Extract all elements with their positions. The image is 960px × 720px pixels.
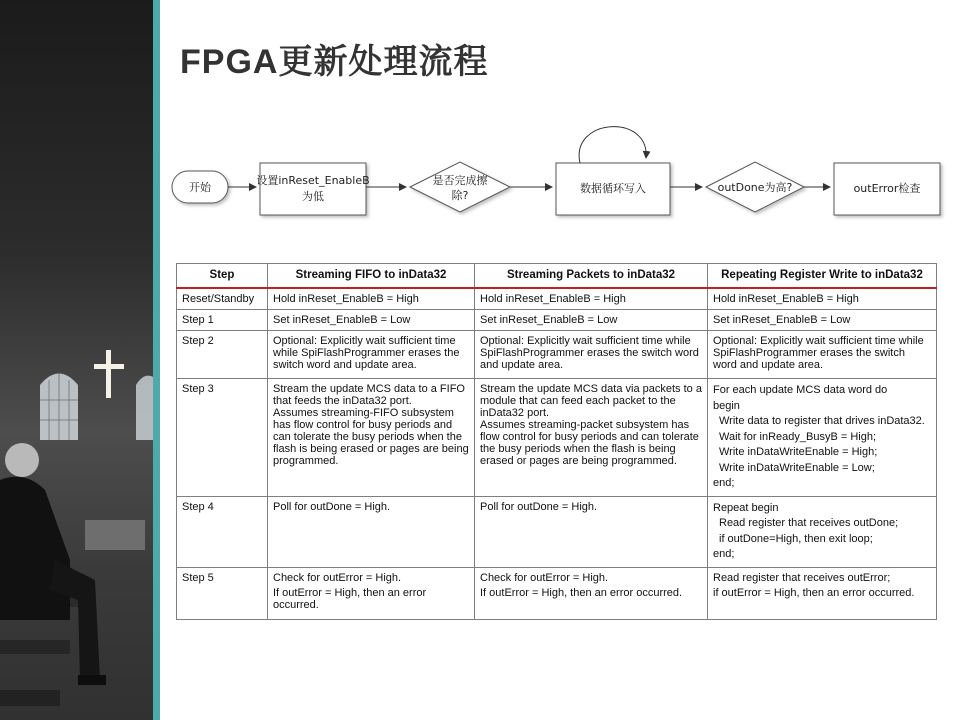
flow-set-label-1: 设置inReset_EnableB [256, 174, 370, 187]
cell-line: Hold inReset_EnableB = High [480, 293, 626, 305]
cell-line: Set inReset_EnableB = Low [713, 314, 851, 326]
table-row [177, 379, 937, 497]
fifo-cell [268, 331, 475, 379]
steps-table [176, 263, 937, 620]
cell-line: Assumes streaming-FIFO subsystem has flow control for busy periods and can tolerate the busy periods when the flash is being erased or pages are being programmed. [273, 407, 469, 467]
flow-erase-label-1: 是否完成擦 [432, 174, 488, 187]
register-cell [708, 379, 937, 497]
fifo-cell [268, 379, 475, 497]
cell-line: Poll for outDone = High. [273, 500, 391, 513]
cell-line: Read register that receives outDone; [719, 517, 899, 529]
side-photo [0, 0, 160, 720]
table-header-row [177, 264, 937, 289]
flow-write-label: 数据循环写入 [580, 182, 646, 195]
register-cell [708, 496, 937, 567]
fifo-cell [268, 567, 475, 619]
table-row [177, 496, 937, 567]
cell-line: if outError = High, then an error occurred. [713, 586, 915, 599]
flow-start-node [172, 171, 228, 203]
cell-line: Stream the update MCS data to a FIFO that feeds the inData32 port. [273, 383, 465, 407]
register-cell [708, 310, 937, 331]
register-cell [708, 288, 937, 310]
cell-line: For each update MCS data word do [713, 384, 888, 396]
header-fifo: Streaming FIFO to inData32 [268, 264, 475, 289]
step-cell: Step 1 [177, 310, 268, 331]
cell-line: Write data to register that drives inData32. [719, 415, 925, 427]
cell-line: Hold inReset_EnableB = High [273, 293, 419, 305]
step-cell: Reset/Standby [177, 288, 268, 310]
flowchart [160, 118, 960, 228]
cell-line: if outDone=High, then exit loop; [719, 532, 873, 545]
cell-line: Poll for outDone = High. [480, 500, 598, 513]
cell-line: begin [713, 399, 740, 412]
fifo-cell [268, 310, 475, 331]
flow-done-decision [706, 162, 804, 212]
flow-write-node [556, 127, 670, 215]
flow-start-label: 开始 [189, 181, 211, 194]
register-cell [708, 567, 937, 619]
flow-loop-arrow [579, 127, 646, 163]
step-cell: Step 2 [177, 331, 268, 379]
flow-done-label: outDone为高? [717, 181, 793, 194]
step-cell: Step 4 [177, 496, 268, 567]
step-cell: Step 5 [177, 567, 268, 619]
fifo-cell [268, 288, 475, 310]
packets-cell [475, 567, 708, 619]
cell-line: Check for outError = High. [273, 571, 402, 584]
cell-line: Assumes streaming-packet subsystem has flow control for busy periods and can tolerate the busy periods when the flash is being erased or pages are being programmed. [480, 419, 699, 467]
cell-line: Stream the update MCS data via packets to a module that can feed each packet to the inData32 port. [480, 383, 702, 419]
register-cell [708, 331, 937, 379]
cell-line: end; [713, 477, 735, 489]
flow-erase-decision [410, 162, 510, 212]
table-row [177, 567, 937, 619]
cell-line: Check for outError = High. [480, 571, 609, 584]
cell-line: Optional: Explicitly wait sufficient time while SpiFlashProgrammer erases the switch word and update area. [713, 335, 924, 371]
header-packets: Streaming Packets to inData32 [475, 264, 708, 289]
packets-cell [475, 288, 708, 310]
cell-line: Hold inReset_EnableB = High [713, 293, 859, 305]
table-row [177, 310, 937, 331]
cell-line: Set inReset_EnableB = Low [273, 314, 411, 326]
cell-line: Optional: Explicitly wait sufficient time while SpiFlashProgrammer erases the switch word and update area. [273, 335, 460, 371]
table-row [177, 288, 937, 310]
header-register: Repeating Register Write to inData32 [708, 264, 937, 289]
flow-check-node [834, 163, 940, 215]
packets-cell [475, 310, 708, 331]
page-title: FPGA更新处理流程 [180, 43, 489, 81]
cell-line: Write inDataWriteEnable = Low; [719, 461, 875, 474]
packets-cell [475, 379, 708, 497]
accent-bar [153, 0, 160, 720]
cell-line: Wait for inReady_BusyB = High; [719, 430, 877, 443]
cell-line: Read register that receives outError; [713, 571, 891, 584]
step-cell: Step 3 [177, 379, 268, 497]
flow-check-label: outError检查 [853, 182, 921, 195]
packets-cell [475, 331, 708, 379]
flow-set-label-2: 为低 [302, 190, 324, 203]
cell-line: Optional: Explicitly wait sufficient time while SpiFlashProgrammer erases the switch word and update area. [480, 335, 699, 371]
packets-cell [475, 496, 708, 567]
table-row [177, 331, 937, 379]
cell-line: Repeat begin [713, 501, 779, 514]
flow-erase-label-2: 除? [451, 189, 469, 202]
cell-line: If outError = High, then an error occurred. [273, 586, 427, 611]
flow-set-node [256, 163, 369, 215]
cell-line: Write inDataWriteEnable = High; [719, 446, 878, 458]
church-illustration [0, 0, 160, 720]
cell-line: Set inReset_EnableB = Low [480, 314, 618, 326]
cell-line: If outError = High, then an error occurred. [480, 586, 683, 599]
cell-line: end; [713, 548, 735, 560]
header-step: Step [177, 264, 268, 289]
fifo-cell [268, 496, 475, 567]
